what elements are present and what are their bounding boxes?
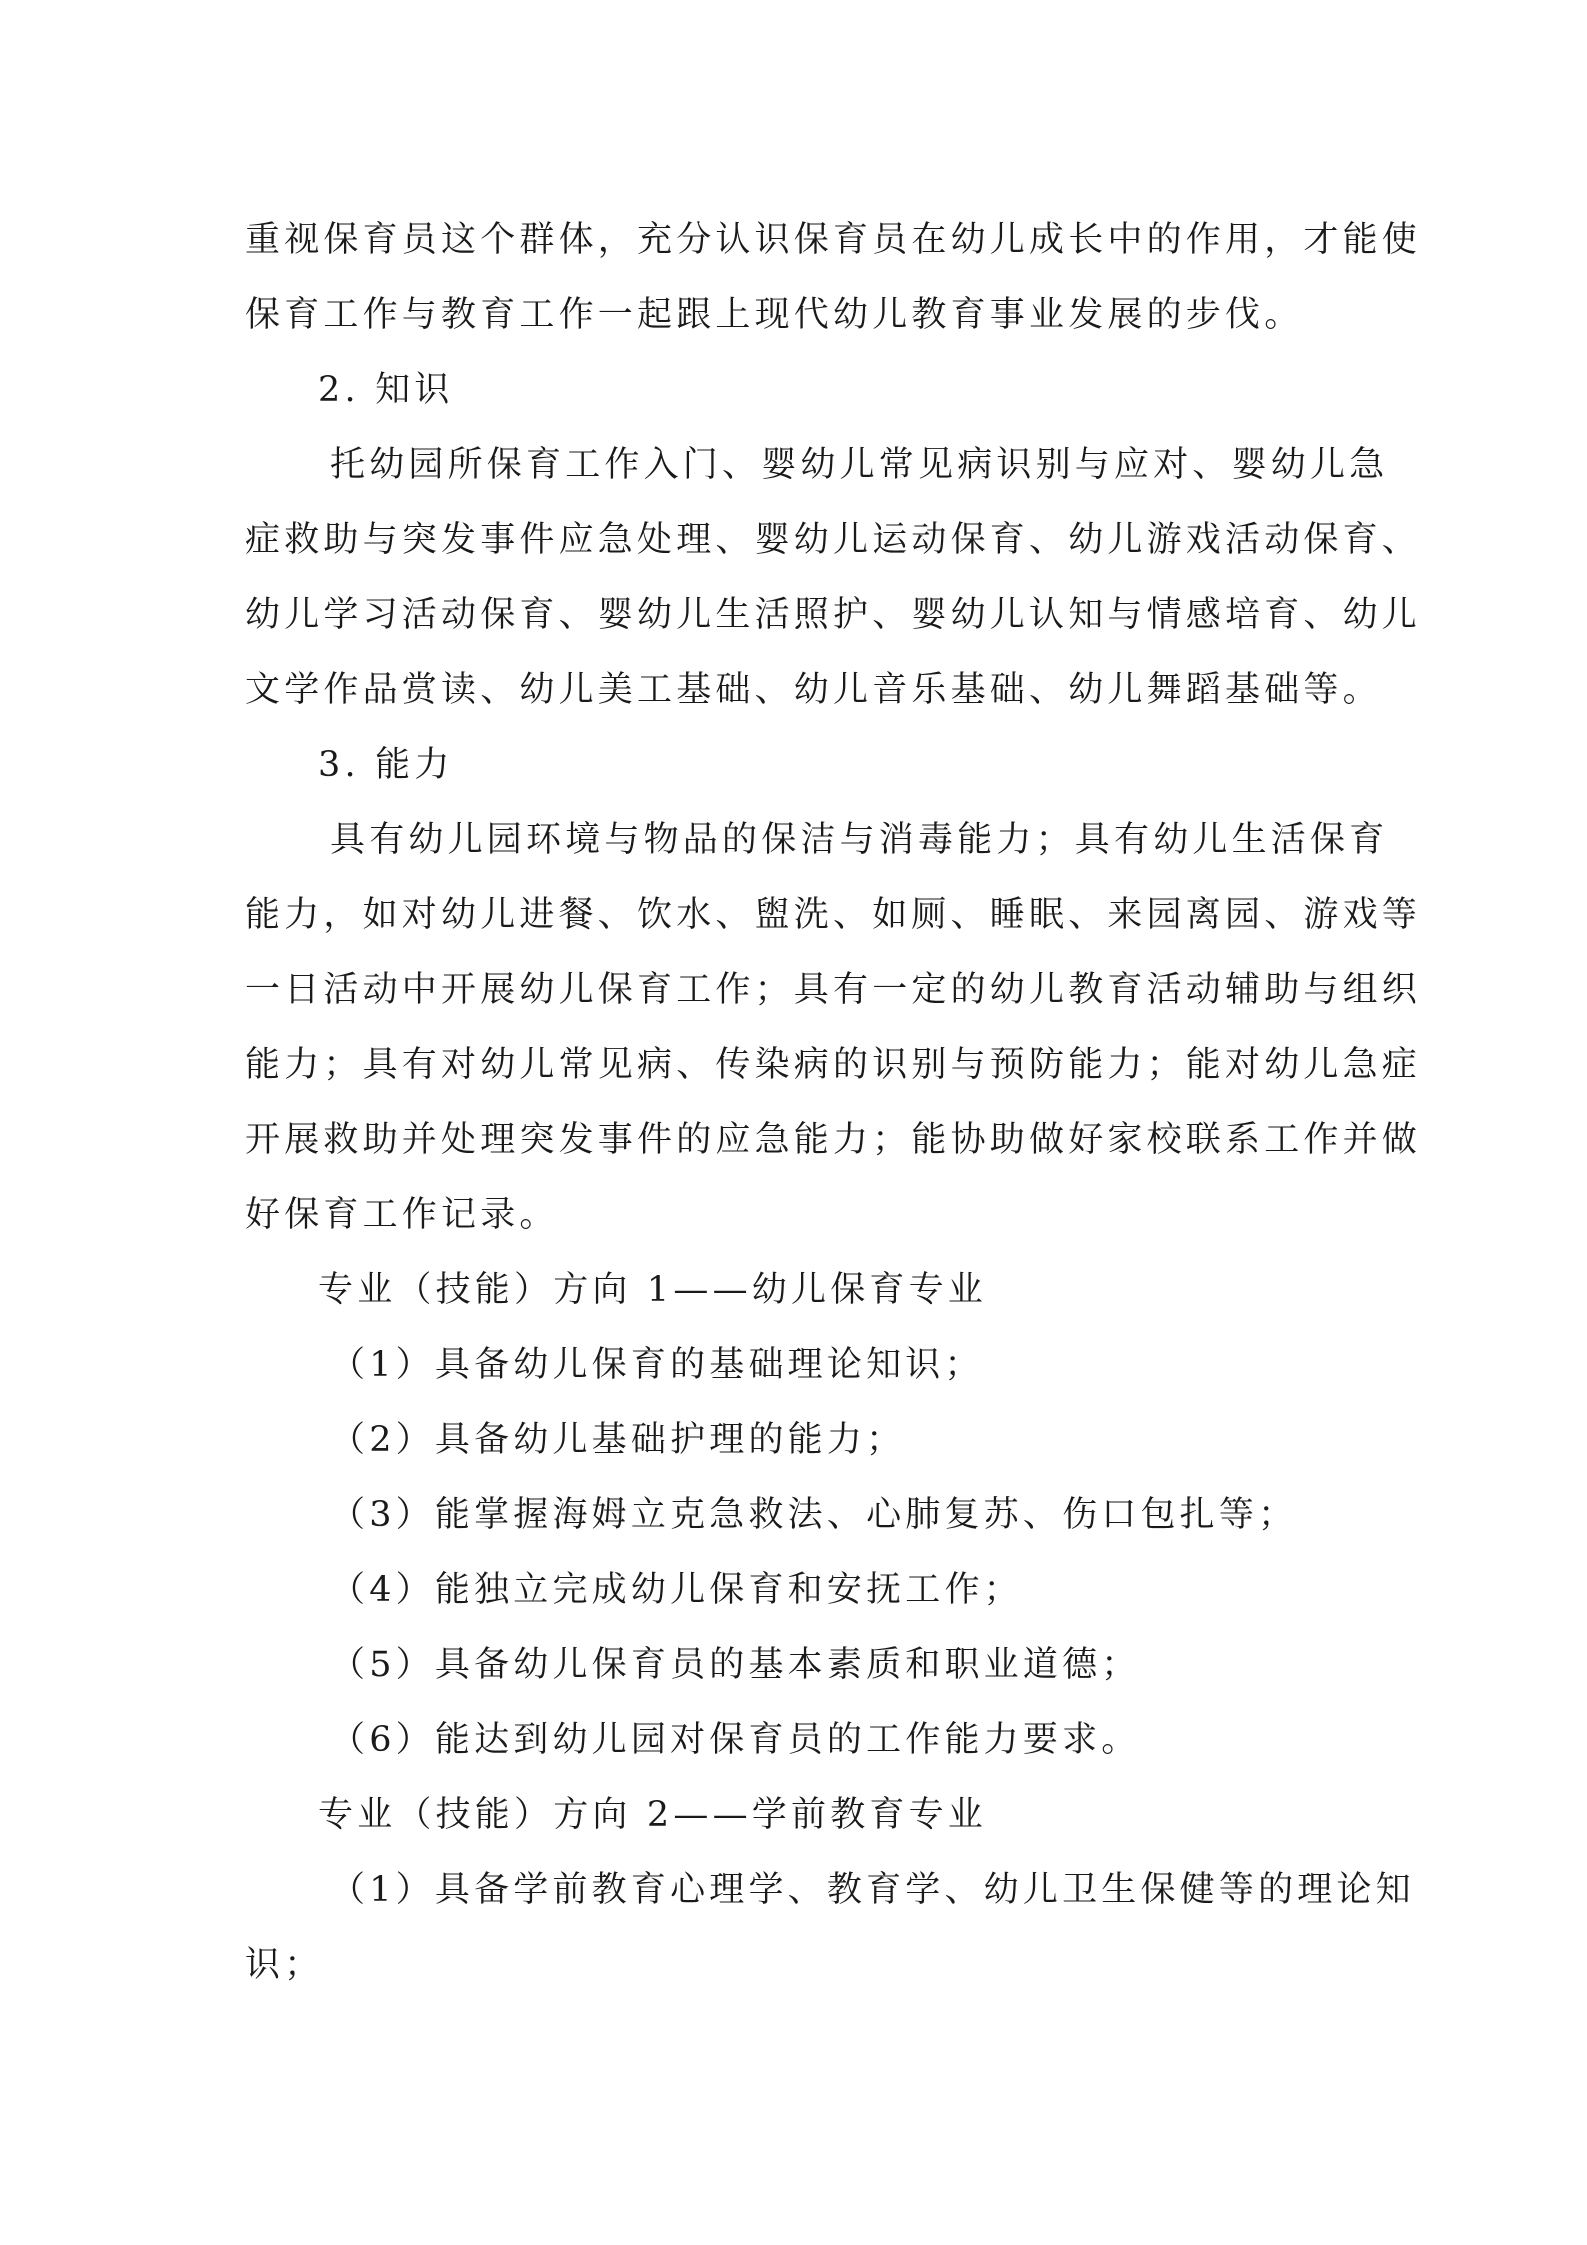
ability-heading: 3. 能力	[318, 745, 454, 785]
knowledge-line-1: 托幼园所保育工作入门、婴幼儿常见病识别与应对、婴幼儿急	[330, 445, 1389, 485]
ability-line-1: 具有幼儿园环境与物品的保洁与消毒能力；具有幼儿生活保育	[330, 820, 1389, 860]
intro-line-2: 保育工作与教育工作一起跟上现代幼儿教育事业发展的步伐。	[245, 295, 1304, 335]
knowledge-line-2: 症救助与突发事件应急处理、婴幼儿运动保育、幼儿游戏活动保育、	[245, 520, 1422, 560]
direction1-item-2: （2）具备幼儿基础护理的能力；	[330, 1420, 906, 1460]
ability-line-2: 能力，如对幼儿进餐、饮水、盥洗、如厕、睡眠、来园离园、游戏等	[245, 895, 1422, 935]
ability-line-3: 一日活动中开展幼儿保育工作；具有一定的幼儿教育活动辅助与组织	[245, 970, 1422, 1010]
direction1-item-5: （5）具备幼儿保育员的基本素质和职业道德；	[330, 1645, 1141, 1685]
direction1-item-1: （1）具备幼儿保育的基础理论知识；	[330, 1345, 984, 1385]
direction1-item-6: （6）能达到幼儿园对保育员的工作能力要求。	[330, 1720, 1141, 1760]
direction2-item-1: （1）具备学前教育心理学、教育学、幼儿卫生保健等的理论知	[330, 1870, 1415, 1910]
direction1-item-4: （4）能独立完成幼儿保育和安抚工作；	[330, 1570, 1023, 1610]
ability-line-6: 好保育工作记录。	[245, 1195, 559, 1235]
direction2-item-1-cont: 识；	[245, 1945, 324, 1985]
direction1-heading: 专业（技能）方向 1——幼儿保育专业	[318, 1270, 987, 1310]
direction1-item-3: （3）能掌握海姆立克急救法、心肺复苏、伤口包扎等；	[330, 1495, 1298, 1535]
knowledge-heading: 2. 知识	[318, 370, 454, 410]
knowledge-line-4: 文学作品赏读、幼儿美工基础、幼儿音乐基础、幼儿舞蹈基础等。	[245, 670, 1382, 710]
intro-line-1: 重视保育员这个群体，充分认识保育员在幼儿成长中的作用，才能使	[245, 220, 1422, 260]
direction2-heading: 专业（技能）方向 2——学前教育专业	[318, 1795, 987, 1835]
ability-line-4: 能力；具有对幼儿常见病、传染病的识别与预防能力；能对幼儿急症	[245, 1045, 1422, 1085]
ability-line-5: 开展救助并处理突发事件的应急能力；能协助做好家校联系工作并做	[245, 1120, 1422, 1160]
knowledge-line-3: 幼儿学习活动保育、婴幼儿生活照护、婴幼儿认知与情感培育、幼儿	[245, 595, 1422, 635]
